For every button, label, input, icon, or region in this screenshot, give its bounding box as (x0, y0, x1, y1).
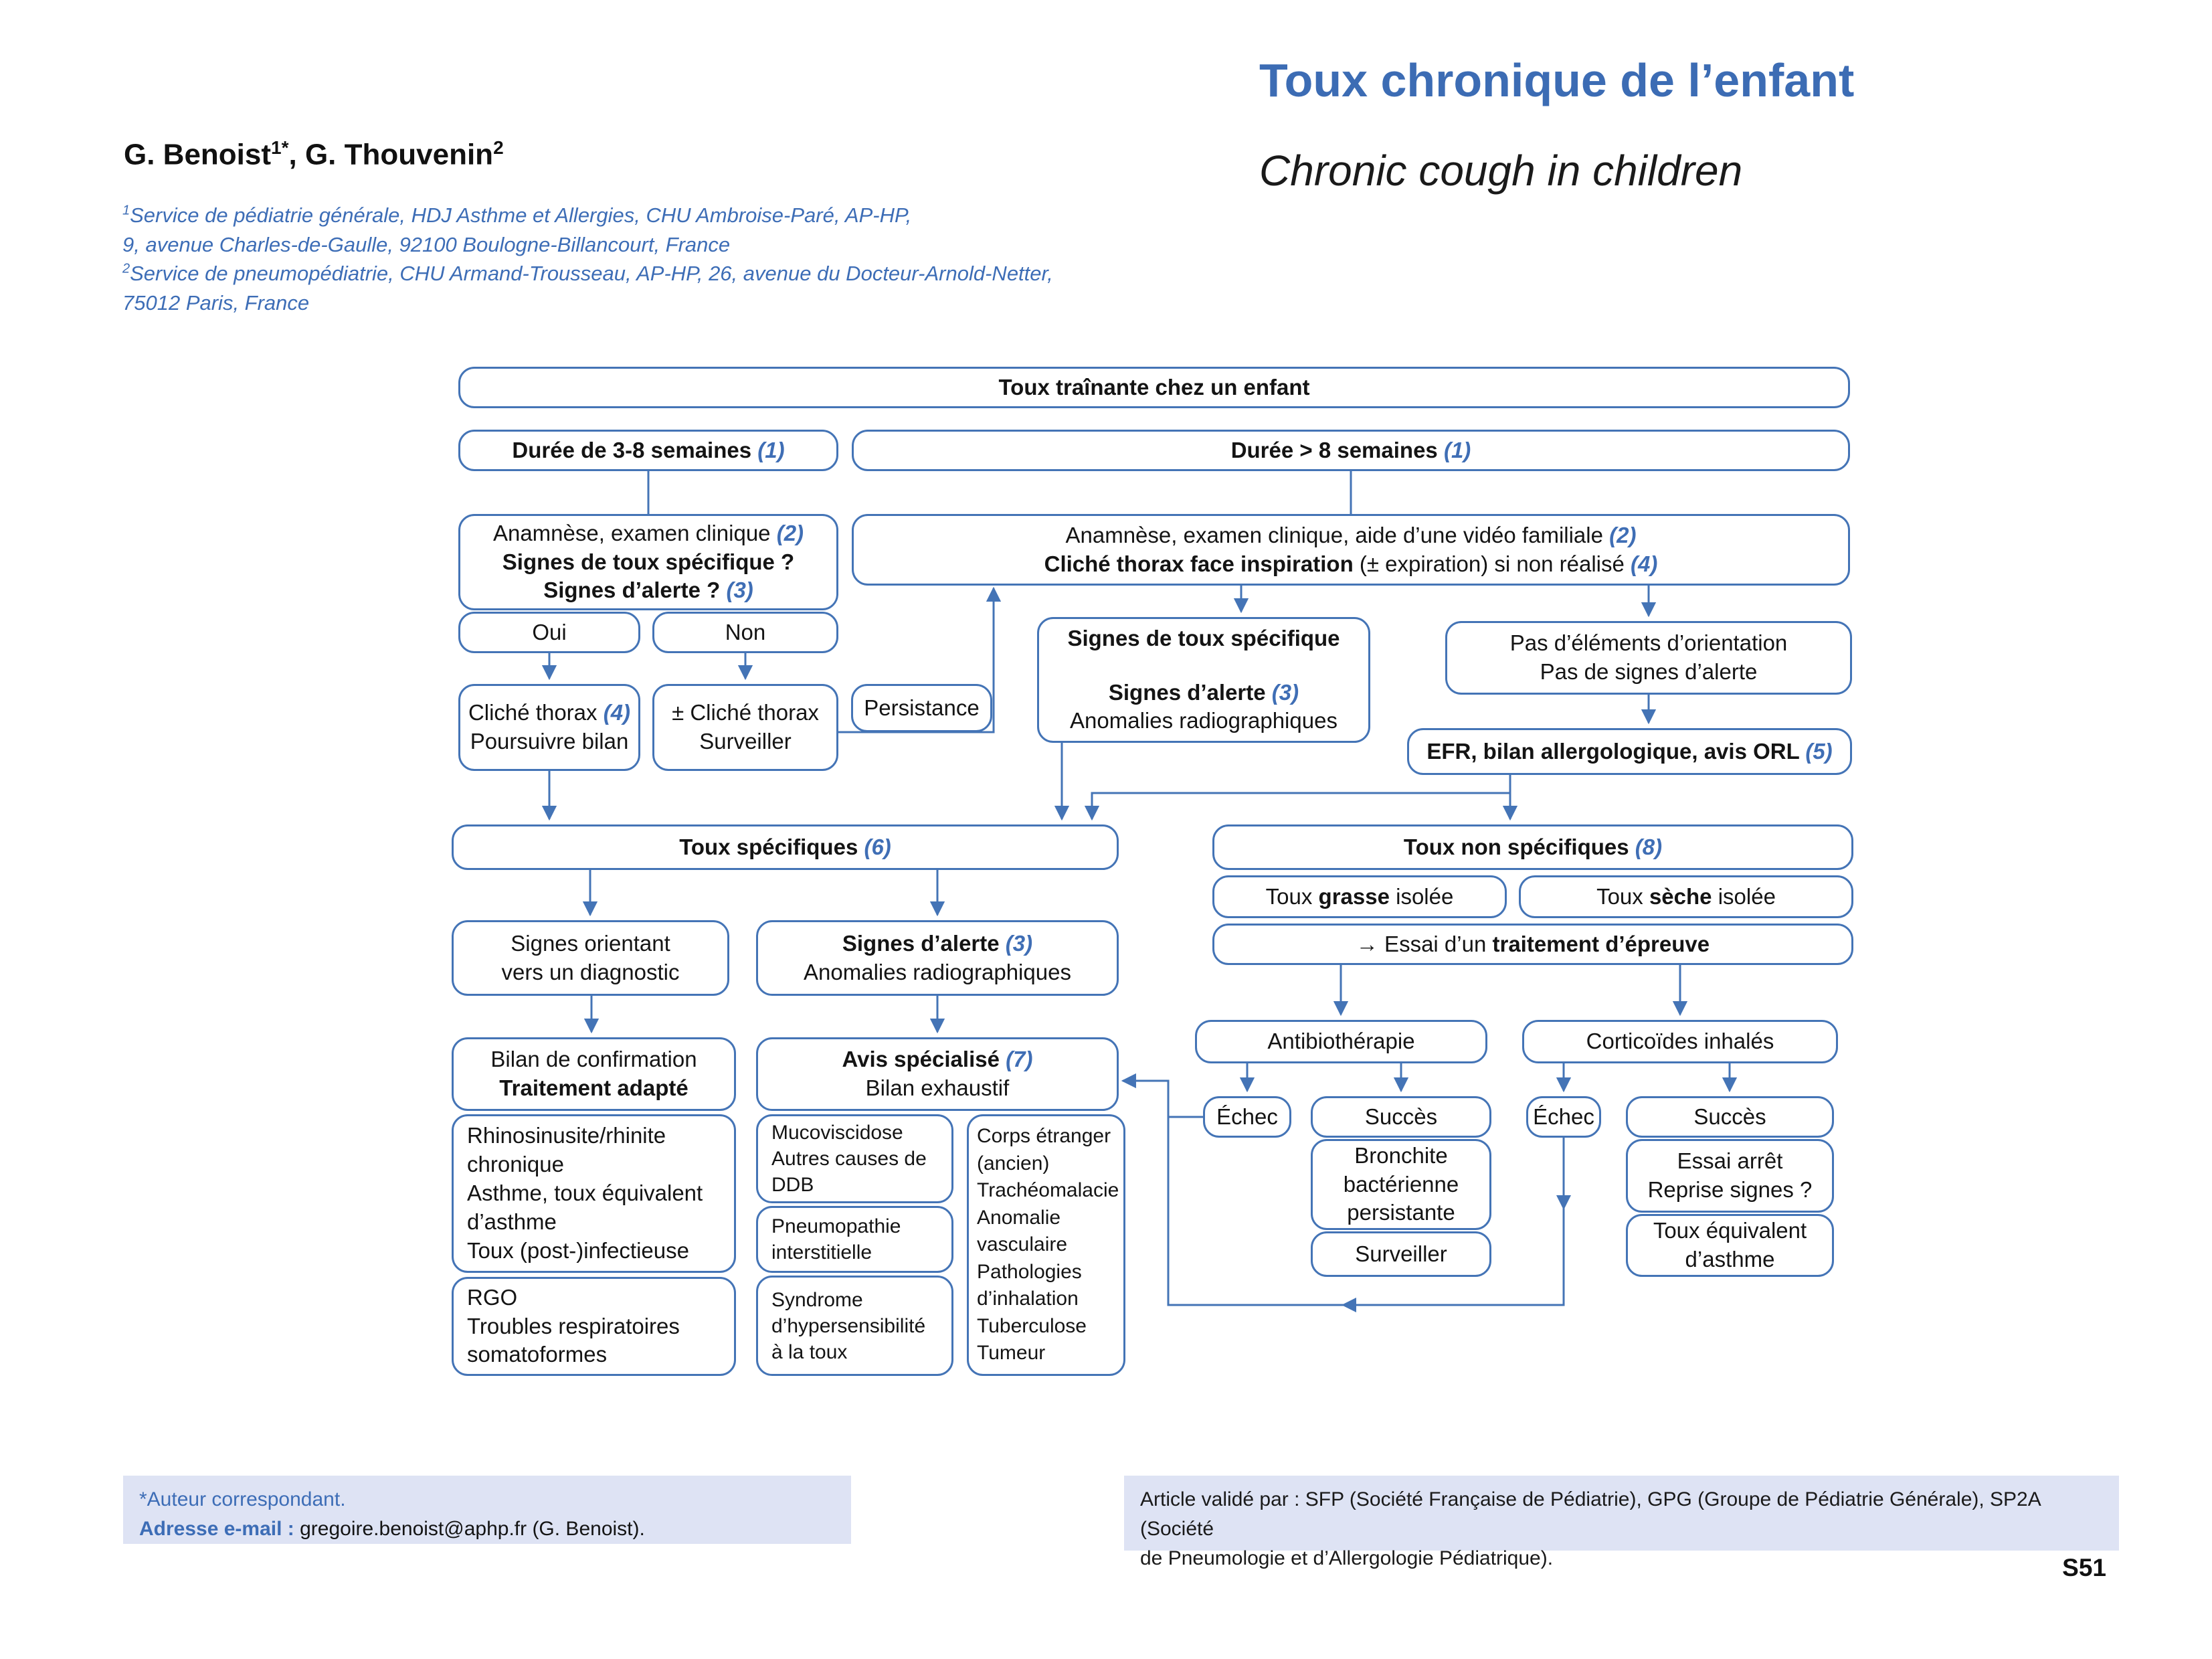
node-line: Bilan de confirmation (490, 1047, 697, 1072)
node-line: → Essai d’un (1356, 931, 1493, 956)
validation-line-1: Article validé par : SFP (Société Française de Pédiatrie), GPG (Groupe de Pédiatrie Générale), SP2A (Société (1140, 1488, 2041, 1541)
node-line: Anomalies radiographiques (1070, 708, 1338, 733)
ref-number: (1) (757, 437, 785, 462)
node-pas-elements-orientation (1445, 621, 1852, 695)
ref-number: (4) (1631, 551, 1658, 576)
node-line: Signes d’alerte (1108, 679, 1272, 705)
list-item: Autres causes de DDB (771, 1148, 927, 1196)
ref-number: (7) (1006, 1047, 1033, 1072)
node-line: Essai arrêt (1677, 1148, 1783, 1174)
affiliation-line-2: 9, avenue Charles-de-Gaulle, 92100 Boulogne-Billancourt, France (122, 232, 731, 256)
affiliation-1-text: Service de pédiatrie générale, HDJ Asthme et Allergies, CHU Ambroise-Paré, AP-HP, (130, 203, 912, 227)
list-item: Asthme, toux équivalent d’asthme (467, 1181, 703, 1234)
list-item: Mucoviscidose (771, 1122, 903, 1144)
node-line: Pas d’éléments d’orientation (1509, 630, 1788, 656)
node-label: Toux non spécifiques (1403, 834, 1635, 859)
list-item: Tuberculose (977, 1314, 1087, 1337)
node-signes-orientant (452, 920, 729, 996)
node-toux-equivalent-asthme (1626, 1214, 1834, 1277)
article-title-french: Toux chronique de l’enfant (1259, 54, 1855, 106)
ref-number: (2) (776, 520, 804, 545)
node-toux-non-specifiques (1212, 824, 1853, 870)
node-diagnostics-rgo (452, 1277, 736, 1376)
list-item: Tumeur (977, 1342, 1046, 1365)
node-label: Bronchite bactérienne persistante (1343, 1142, 1459, 1225)
node-line: (± expiration) si non réalisé (1353, 551, 1631, 576)
node-echec-antibiotherapie (1203, 1096, 1291, 1138)
author-1-superscript: 1* (271, 137, 289, 158)
list-item: RGO (467, 1284, 518, 1310)
node-line: Pas de signes d’alerte (1540, 659, 1758, 684)
node-toux-grasse-isolee (1212, 875, 1507, 918)
node-line: Cliché thorax (468, 700, 604, 725)
node-line-bold: Cliché thorax face inspiration (1044, 551, 1354, 576)
correspondence-footnote (123, 1476, 851, 1544)
node-oui (458, 612, 640, 653)
node-diagnostics-pneumopathie (756, 1206, 953, 1273)
node-essai-traitement-epreuve (1212, 924, 1853, 965)
author-separator: , (288, 138, 305, 171)
node-label: Durée de 3-8 semaines (512, 437, 758, 462)
ref-number: (8) (1635, 834, 1663, 859)
list-item: Anomalie vasculaire (977, 1206, 1068, 1256)
node-cliche-thorax (458, 684, 640, 771)
email-value: gregoire.benoist@aphp.fr (G. Benoist). (300, 1518, 645, 1541)
ref-number: (5) (1805, 738, 1833, 764)
corresponding-author-note: *Auteur correspondant. (139, 1488, 346, 1510)
affiliation-2-superscript: 2 (122, 262, 130, 277)
node-label: Succès (1364, 1104, 1438, 1129)
email-label: Adresse e-mail : (139, 1518, 300, 1541)
node-label: Toux spécifiques (679, 834, 864, 859)
list-item: Pathologies d’inhalation (977, 1260, 1082, 1310)
node-duree-sup-8-semaines (852, 430, 1850, 471)
list-item: Pneumopathie interstitielle (771, 1215, 901, 1263)
list-item: Corps étranger (ancien) (977, 1125, 1111, 1174)
affiliation-1-superscript: 1 (122, 203, 130, 218)
node-line: Signes de toux spécifique ? (502, 549, 795, 574)
node-corticoides-inhales (1522, 1020, 1838, 1063)
node-succes-corticoides (1626, 1096, 1834, 1138)
node-persistance (851, 684, 992, 732)
node-non (652, 612, 838, 653)
node-toux-specifiques (452, 824, 1119, 870)
validation-line-2: de Pneumologie et d’Allergologie Pédiatrique). (1140, 1547, 1554, 1570)
node-line: Toux (1596, 883, 1649, 909)
node-essai-arret (1626, 1139, 1834, 1213)
affiliation-2-text: Service de pneumopédiatrie, CHU Armand-Trousseau, AP-HP, 26, avenue du Docteur-Arnold-Netter, (130, 262, 1053, 286)
page-number: S51 (2062, 1554, 2106, 1581)
email-line (139, 1514, 835, 1544)
node-label: Toux traînante chez un enfant (998, 374, 1310, 400)
node-succes-antibiotherapie (1311, 1096, 1491, 1138)
node-echec-corticoides (1526, 1096, 1601, 1138)
node-avis-specialise (756, 1037, 1119, 1111)
node-label: Non (725, 619, 766, 644)
node-label: Surveiller (1355, 1241, 1447, 1266)
node-line: vers un diagnostic (501, 959, 680, 984)
node-line: Avis spécialisé (842, 1047, 1006, 1072)
node-line: d’asthme (1685, 1247, 1775, 1272)
node-line: Anomalies radiographiques (804, 959, 1071, 984)
node-line: Anamnèse, examen clinique (492, 520, 777, 545)
author-2-superscript: 2 (493, 137, 504, 158)
node-anamnese-court (458, 514, 838, 610)
node-line: EFR, bilan allergologique, avis ORL (1426, 738, 1806, 764)
node-label: Oui (532, 619, 567, 644)
node-line: Toux équivalent (1653, 1218, 1807, 1243)
node-line-bold: traitement d’épreuve (1492, 931, 1710, 956)
node-line-bold: Traitement adapté (499, 1075, 688, 1100)
node-toux-seche-isolee (1519, 875, 1853, 918)
node-diagnostics-corps-etranger (967, 1114, 1125, 1376)
node-pm-cliche-thorax (652, 684, 838, 771)
ref-number: (2) (1609, 522, 1637, 547)
node-line: Surveiller (699, 729, 792, 754)
ref-number: (6) (864, 834, 891, 859)
node-line: Signes d’alerte (842, 930, 1006, 956)
node-line: Poursuivre bilan (470, 729, 629, 754)
node-label: Échec (1533, 1104, 1594, 1129)
author-1: G. Benoist (124, 138, 272, 171)
node-label: Succès (1693, 1104, 1766, 1129)
node-line: Signes orientant (511, 930, 670, 956)
node-diagnostics-mucoviscidose (756, 1114, 953, 1203)
node-line: Bilan exhaustif (865, 1075, 1010, 1100)
node-line: Anamnèse, examen clinique, aide d’une vidéo familiale (1065, 522, 1610, 547)
node-signes-alerte (756, 920, 1119, 996)
ref-number: (3) (1271, 679, 1299, 705)
list-item: Trachéomalacie (977, 1179, 1119, 1202)
node-line: Signes de toux spécifique (1067, 625, 1340, 650)
ref-number: (1) (1443, 437, 1471, 462)
node-line: Toux (1265, 883, 1319, 909)
node-anamnese-long (852, 514, 1850, 586)
list-item: Syndrome d’hypersensibilité à la toux (771, 1288, 926, 1363)
node-line-bold: sèche (1649, 883, 1712, 909)
node-label: Antibiothérapie (1267, 1029, 1415, 1054)
node-diagnostics-syndrome-hypersensibilite (756, 1276, 953, 1376)
connector (1092, 793, 1510, 819)
node-label: Persistance (864, 695, 980, 720)
node-bilan-confirmation (452, 1037, 736, 1111)
node-surveiller (1311, 1231, 1491, 1277)
list-item: Troubles respiratoires somatoformes (467, 1313, 680, 1367)
list-item: Toux (post-)infectieuse (467, 1237, 689, 1263)
node-duree-3-8-semaines (458, 430, 838, 471)
node-efr-bilan (1407, 728, 1852, 775)
node-toux-trainante (458, 367, 1850, 408)
author-2: G. Thouvenin (304, 138, 494, 171)
node-label: Corticoïdes inhalés (1586, 1029, 1774, 1054)
ref-number: (3) (1005, 930, 1033, 956)
node-line: ± Cliché thorax (672, 700, 819, 725)
node-antibiotherapie (1195, 1020, 1487, 1063)
article-title-english: Chronic cough in children (1259, 147, 1743, 195)
ref-number: (4) (603, 700, 631, 725)
node-line: Signes d’alerte ? (543, 578, 727, 603)
node-line: isolée (1712, 883, 1776, 909)
ref-number: (3) (726, 578, 753, 603)
node-line: Reprise signes ? (1647, 1177, 1813, 1202)
node-label: Durée > 8 semaines (1230, 437, 1444, 462)
arrowhead-left (1342, 1298, 1356, 1312)
node-diagnostics-rhinosinusite (452, 1114, 736, 1273)
affiliation-line-4: 75012 Paris, France (122, 291, 310, 315)
list-item: Rhinosinusite/rhinite chronique (467, 1123, 666, 1177)
arrowhead-down (1556, 1195, 1571, 1210)
node-line-bold: grasse (1318, 883, 1390, 909)
node-label: Échec (1216, 1104, 1278, 1129)
node-line: isolée (1389, 883, 1454, 909)
node-bronchite-bacterienne (1311, 1139, 1491, 1230)
node-signes-toux-specifique (1037, 617, 1370, 743)
